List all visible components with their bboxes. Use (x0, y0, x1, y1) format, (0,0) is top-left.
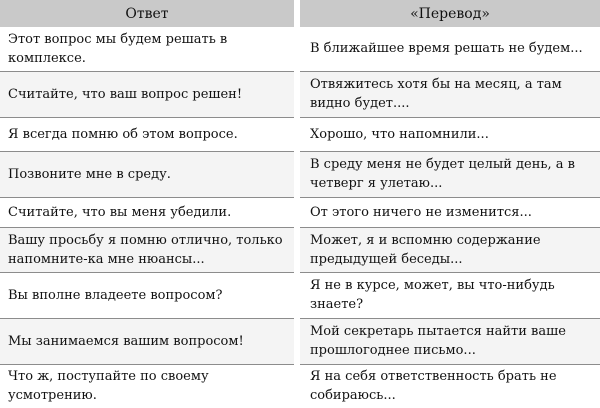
answer-cell: Позвоните мне в среду. (0, 151, 297, 197)
answer-cell: Вы вполне владеете вопросом? (0, 272, 297, 318)
answer-cell: Что ж, поступайте по своему усмотрению. (0, 364, 297, 408)
answer-cell: Этот вопрос мы будем решать в комплексе. (0, 27, 297, 71)
answer-cell: Считайте, что вы меня убедили. (0, 197, 297, 227)
translation-cell: Я на себя ответственность брать не собираюсь... (297, 364, 600, 408)
answer-cell: Считайте, что ваш вопрос решен! (0, 71, 297, 117)
translation-cell: Отвяжитесь хотя бы на месяц, а там видно будет.... (297, 71, 600, 117)
header-translation: «Перевод» (297, 0, 600, 27)
table-row (0, 227, 600, 272)
table-row (0, 71, 600, 117)
translation-cell: Я не в курсе, может, вы что-нибудь знаете? (297, 272, 600, 318)
translation-cell: В ближайшее время решать не будем... (297, 27, 600, 71)
answer-cell: Я всегда помню об этом вопросе. (0, 117, 297, 151)
table-row (0, 318, 600, 364)
table-row (0, 117, 600, 151)
translation-cell: От этого ничего не изменится... (297, 197, 600, 227)
translation-cell: Мой секретарь пытается найти ваше прошлогоднее письмо... (297, 318, 600, 364)
table-row (0, 364, 600, 408)
table-row (0, 272, 600, 318)
table-header (0, 0, 600, 27)
answer-cell: Вашу просьбу я помню отлично, только напомните-ка мне нюансы... (0, 227, 297, 272)
translation-cell: В среду меня не будет целый день, а в четверг я улетаю... (297, 151, 600, 197)
translation-cell: Хорошо, что напомнили... (297, 117, 600, 151)
table-row (0, 151, 600, 197)
answer-cell: Мы занимаемся вашим вопросом! (0, 318, 297, 364)
table-row (0, 197, 600, 227)
table-row (0, 27, 600, 71)
header-answer: Ответ (0, 0, 297, 27)
translation-cell: Может, я и вспомню содержание предыдущей беседы... (297, 227, 600, 272)
